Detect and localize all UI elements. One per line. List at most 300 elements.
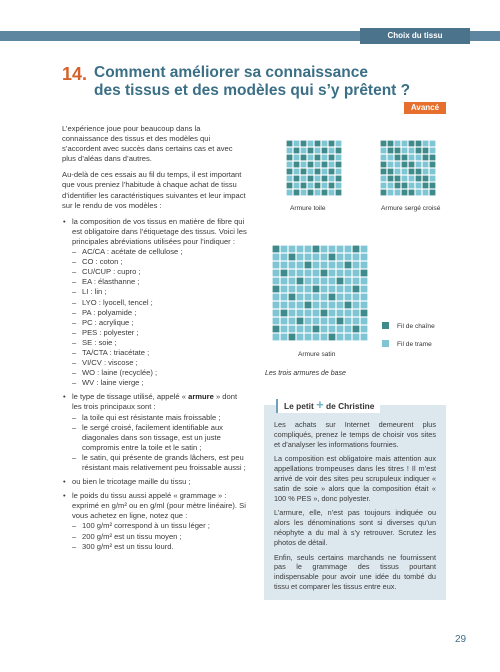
weave-cell: [322, 162, 328, 168]
weave-cell: [287, 141, 293, 147]
weave-cell: [287, 190, 293, 196]
weave-cell: [321, 318, 328, 325]
weave-cell: [321, 310, 328, 317]
body-text: [62, 124, 248, 556]
abbreviation-item: [72, 378, 248, 388]
weave-cell: [281, 334, 288, 341]
weave-cell: [294, 162, 300, 168]
weave-cell: [361, 326, 368, 333]
weight-item: [72, 521, 248, 531]
weave-cell: [281, 302, 288, 309]
weave-cell: [289, 278, 296, 285]
weave-cell: [305, 270, 312, 277]
weave-cell: [409, 183, 415, 189]
weave-satin-diagram: [272, 245, 368, 345]
weave-cell: [287, 169, 293, 175]
weave-cell: [353, 278, 360, 285]
weave-cell: [308, 141, 314, 147]
weave-cell: [381, 190, 387, 196]
weave-cell: [430, 155, 436, 161]
weave-cell: [337, 294, 344, 301]
abbreviation-item-text: WO : laine (recyclée) ;: [82, 368, 158, 378]
weave-cell: [289, 326, 296, 333]
dash-marker: –: [72, 257, 77, 267]
weave-item: [72, 453, 248, 473]
weave-cell: [416, 169, 422, 175]
weave-cell: [345, 286, 352, 293]
weave-cell: [321, 278, 328, 285]
weave-cell: [305, 334, 312, 341]
weave-cell: [353, 270, 360, 277]
weave-cell: [361, 270, 368, 277]
bullet-weave: [62, 392, 248, 473]
weave-cell: [409, 176, 415, 182]
weave-cell: [281, 318, 288, 325]
weave-cell: [430, 162, 436, 168]
caption-satin: Armure satin: [298, 351, 336, 358]
weave-cell: [305, 318, 312, 325]
weave-cell: [305, 254, 312, 261]
weave-item: [72, 413, 248, 423]
weave-cell: [315, 190, 321, 196]
tip-box: [264, 397, 446, 600]
weave-item: [72, 423, 248, 453]
weave-toile-diagram: [286, 140, 342, 200]
abbreviation-item: [72, 267, 248, 277]
weave-cell: [315, 183, 321, 189]
weave-cell: [402, 162, 408, 168]
weave-cell: [289, 302, 296, 309]
weave-cell: [409, 155, 415, 161]
weave-cell: [361, 286, 368, 293]
weave-cell: [301, 141, 307, 147]
weave-cell: [273, 310, 280, 317]
weave-cell: [273, 334, 280, 341]
weave-cell: [353, 286, 360, 293]
abbreviation-item-text: VI/CV : viscose ;: [82, 358, 138, 368]
weave-cell: [381, 176, 387, 182]
abbreviation-item-text: PES : polyester ;: [82, 327, 139, 337]
plus-icon: +: [316, 397, 324, 412]
weave-cell: [336, 169, 342, 175]
weave-cell: [423, 190, 429, 196]
weave-cell: [395, 183, 401, 189]
intro-paragraph: L’expérience joue pour beaucoup dans la connaissance des tissus et des modèles qui s’accordent avec succès dans certains cas et avec plus d’aléas dans d’autres.: [62, 124, 233, 164]
weave-cell: [395, 155, 401, 161]
weave-cell: [345, 318, 352, 325]
weave-cell: [294, 141, 300, 147]
legend-swatch-trame: [382, 340, 389, 347]
weave-cell: [402, 176, 408, 182]
abbreviation-item: [72, 277, 248, 287]
weave-cell: [361, 302, 368, 309]
weave-cell: [381, 141, 387, 147]
weave-cell: [301, 169, 307, 175]
weave-cell: [305, 246, 312, 253]
weave-cell: [353, 326, 360, 333]
weave-cell: [297, 310, 304, 317]
weave-cell: [402, 155, 408, 161]
weave-cell: [281, 246, 288, 253]
weave-cell: [308, 190, 314, 196]
weave-cell: [409, 190, 415, 196]
weave-cell: [329, 278, 336, 285]
weave-cell: [336, 148, 342, 154]
weave-cell: [361, 318, 368, 325]
weave-cell: [345, 254, 352, 261]
tip-title-post: de Christine: [326, 401, 375, 411]
weave-cell: [322, 183, 328, 189]
dash-marker: –: [72, 277, 77, 287]
dash-marker: –: [72, 337, 77, 347]
weave-serge-diagram: [380, 140, 436, 200]
weave-cell: [273, 254, 280, 261]
question-title: [94, 64, 444, 100]
weave-cell: [301, 155, 307, 161]
weight-item: [72, 542, 248, 552]
abbreviation-item: [72, 318, 248, 328]
weave-cell: [395, 141, 401, 147]
bullet-dot: •: [63, 477, 66, 487]
weave-cell: [381, 155, 387, 161]
abbreviation-item-text: TA/CTA : triacétate ;: [82, 347, 150, 357]
weight-item-text: 100 g/m² correspond à un tissu léger ;: [82, 521, 210, 531]
weave-cell: [313, 286, 320, 293]
weave-cell: [301, 190, 307, 196]
weave-cell: [423, 183, 429, 189]
weave-cell: [294, 183, 300, 189]
weave-cell: [416, 176, 422, 182]
weave-cell: [388, 190, 394, 196]
weave-cell: [337, 254, 344, 261]
weave-cell: [289, 310, 296, 317]
weave-cell: [297, 254, 304, 261]
weave-cell: [321, 326, 328, 333]
weave-cell: [329, 141, 335, 147]
weave-item-text: le sergé croisé, facilement identifiable aux diagonales dans son tissage, est un juste compromis entre la toile et le satin ;: [82, 422, 223, 452]
weave-cell: [315, 162, 321, 168]
weave-cell: [329, 162, 335, 168]
tip-paragraph-4: Enfin, seuls certains marchands ne fournissent pas le grammage des tissus pourtant indispensable pour avoir une idée du tombé du tissu et comparer les tissus entre eux.: [274, 552, 436, 591]
weave-cell: [361, 278, 368, 285]
weave-cell: [329, 326, 336, 333]
weave-cell: [402, 148, 408, 154]
bullet-text: le poids du tissu aussi appelé « grammage » : exprimé en g/m² ou en g/ml (pour mètre linéaire). Si vous achetez en ligne, notez que :: [72, 491, 246, 521]
weave-cell: [273, 286, 280, 293]
weave-cell: [388, 162, 394, 168]
weave-cell: [361, 294, 368, 301]
weave-cell: [395, 169, 401, 175]
abbreviation-item: [72, 287, 248, 297]
weave-cell: [423, 162, 429, 168]
legend-label: Fil de trame: [397, 341, 432, 348]
weave-cell: [321, 246, 328, 253]
weave-cell: [361, 246, 368, 253]
weave-cell: [308, 169, 314, 175]
abbreviation-item: [72, 328, 248, 338]
weave-cell: [329, 318, 336, 325]
weave-cell: [353, 334, 360, 341]
weave-cell: [289, 334, 296, 341]
question-number: 14.: [62, 64, 88, 84]
weave-cell: [430, 169, 436, 175]
weave-cell: [329, 286, 336, 293]
weave-cell: [301, 176, 307, 182]
weave-cell: [430, 190, 436, 196]
abbreviation-item: [72, 338, 248, 348]
weave-cell: [416, 141, 422, 147]
weave-cell: [308, 148, 314, 154]
weave-cell: [322, 141, 328, 147]
weave-cell: [336, 162, 342, 168]
weave-cell: [301, 162, 307, 168]
weave-cell: [294, 148, 300, 154]
weave-cell: [337, 278, 344, 285]
dash-marker: –: [72, 521, 77, 531]
weight-item-text: 300 g/m² est un tissu lourd.: [82, 541, 174, 551]
weave-cell: [402, 169, 408, 175]
weave-cell: [416, 155, 422, 161]
weave-cell: [388, 183, 394, 189]
caption-serge: Armure sergé croisé: [381, 205, 441, 212]
weave-cell: [313, 262, 320, 269]
weave-cell: [294, 169, 300, 175]
weave-cell: [294, 155, 300, 161]
weave-cell: [313, 334, 320, 341]
dash-marker: –: [72, 307, 77, 317]
weave-cell: [345, 278, 352, 285]
weave-cell: [329, 190, 335, 196]
weave-cell: [381, 183, 387, 189]
weave-cell: [402, 183, 408, 189]
weave-cell: [289, 286, 296, 293]
weave-cell: [361, 310, 368, 317]
weave-cell: [353, 254, 360, 261]
weave-cell: [329, 246, 336, 253]
weave-cell: [322, 176, 328, 182]
weave-cell: [287, 155, 293, 161]
bullet-composition: [62, 217, 248, 389]
weave-cell: [361, 334, 368, 341]
weave-cell: [315, 169, 321, 175]
weave-cell: [313, 302, 320, 309]
weave-cell: [321, 302, 328, 309]
weave-cell: [409, 169, 415, 175]
weave-cell: [337, 310, 344, 317]
weave-cell: [305, 286, 312, 293]
weave-cell: [337, 246, 344, 253]
weave-cell: [313, 278, 320, 285]
weave-cell: [337, 326, 344, 333]
weave-cell: [423, 176, 429, 182]
weave-cell: [337, 334, 344, 341]
weave-cell: [273, 246, 280, 253]
weave-cell: [273, 270, 280, 277]
abbreviation-item: [72, 368, 248, 378]
dash-marker: –: [72, 422, 77, 432]
weave-list: [72, 413, 248, 474]
weave-cell: [388, 148, 394, 154]
weave-cell: [361, 254, 368, 261]
bullet-knit: [62, 477, 248, 487]
tip-paragraph-1: Les achats sur Internet demeurent plus compliqués, prenez le temps de choisir vos sites et d’analyser les informations fournies.: [274, 420, 436, 449]
tip-paragraph-2: La composition est obligatoire mais attention aux appellations trompeuses dans les titres ! Il m’est arrivé de voir des sites peu scrupuleux indiquer « satin de soie » alors que la composition était « 100 % PES », donc polyester.: [274, 454, 436, 503]
weave-cell: [329, 183, 335, 189]
weave-cell: [388, 141, 394, 147]
weave-cell: [395, 176, 401, 182]
abbreviation-item-text: PC : acrylique ;: [82, 317, 134, 327]
weave-cell: [336, 141, 342, 147]
weave-cell: [301, 183, 307, 189]
weave-cell: [287, 183, 293, 189]
dash-marker: –: [72, 317, 77, 327]
bullet-text: ou bien le tricotage maille du tissu ;: [72, 477, 191, 487]
weave-cell: [353, 262, 360, 269]
weave-cell: [313, 270, 320, 277]
weave-cell: [329, 155, 335, 161]
weave-cell: [337, 286, 344, 293]
weave-cell: [289, 294, 296, 301]
weave-cell: [308, 176, 314, 182]
weave-item-text: la toile qui est résistante mais froissable ;: [82, 412, 221, 422]
weave-cell: [313, 294, 320, 301]
abbreviation-item: [72, 247, 248, 257]
bullet-dot: •: [63, 491, 66, 501]
weave-cell: [395, 162, 401, 168]
abbreviation-list: [72, 247, 248, 388]
weave-cell: [423, 148, 429, 154]
weave-cell: [281, 270, 288, 277]
figure-title: Les trois armures de base: [265, 370, 346, 377]
abbreviation-item-text: WV : laine vierge ;: [82, 378, 144, 388]
weave-cell: [287, 176, 293, 182]
abbreviation-item-text: SE : soie ;: [82, 337, 117, 347]
title-line-2: des tissus et des modèles qui s’y prêtent ?: [94, 82, 411, 99]
abbreviation-item-text: LI : lin ;: [82, 287, 107, 297]
weave-cell: [313, 318, 320, 325]
tip-box-body: [274, 420, 436, 597]
tip-box-title: [276, 399, 380, 413]
abbreviation-item: [72, 257, 248, 267]
weave-cell: [305, 294, 312, 301]
weave-cell: [336, 183, 342, 189]
dash-marker: –: [72, 378, 77, 388]
weave-cell: [301, 148, 307, 154]
weave-cell: [430, 176, 436, 182]
weave-cell: [289, 270, 296, 277]
weave-cell: [281, 310, 288, 317]
bullet-text-pre: le type de tissage utilisé, appelé «: [72, 392, 189, 402]
weave-cell: [353, 246, 360, 253]
weave-cell: [305, 262, 312, 269]
weave-cell: [388, 176, 394, 182]
weave-cell: [297, 270, 304, 277]
page-number: 29: [455, 634, 467, 645]
weave-cell: [381, 162, 387, 168]
weave-cell: [329, 270, 336, 277]
weave-cell: [273, 302, 280, 309]
legend-swatch-chaine: [382, 322, 389, 329]
weave-cell: [381, 169, 387, 175]
abbreviation-item: [72, 348, 248, 358]
keyword-armure: armure: [188, 392, 214, 402]
weave-cell: [273, 278, 280, 285]
weave-cell: [297, 302, 304, 309]
weave-cell: [281, 294, 288, 301]
weave-cell: [308, 162, 314, 168]
weave-cell: [289, 254, 296, 261]
weave-cell: [345, 270, 352, 277]
weave-cell: [289, 318, 296, 325]
weave-cell: [337, 262, 344, 269]
abbreviation-item-text: CO : coton ;: [82, 257, 123, 267]
weave-cell: [297, 278, 304, 285]
dash-marker: –: [72, 541, 77, 551]
weave-cell: [322, 155, 328, 161]
weave-cell: [423, 155, 429, 161]
weave-cell: [409, 141, 415, 147]
legend-label: Fil de chaîne: [397, 323, 435, 330]
weave-cell: [281, 262, 288, 269]
weave-cell: [430, 141, 436, 147]
legend-trame: [382, 340, 432, 348]
weave-cell: [345, 326, 352, 333]
weave-cell: [305, 302, 312, 309]
weave-cell: [416, 162, 422, 168]
weave-cell: [345, 246, 352, 253]
weight-item: [72, 532, 248, 542]
weave-cell: [294, 190, 300, 196]
weave-cell: [305, 310, 312, 317]
weave-cell: [345, 310, 352, 317]
weave-cell: [321, 286, 328, 293]
weave-cell: [353, 310, 360, 317]
weave-cell: [381, 148, 387, 154]
weave-cell: [321, 254, 328, 261]
weave-cell: [305, 326, 312, 333]
abbreviation-item-text: LYO : lyocell, tencel ;: [82, 297, 153, 307]
weave-cell: [273, 294, 280, 301]
abbreviation-item-text: CU/CUP : cupro ;: [82, 267, 141, 277]
weave-cell: [297, 318, 304, 325]
weave-cell: [361, 262, 368, 269]
level-badge: Avancé: [404, 102, 446, 114]
section-tab: Choix du tissu: [360, 28, 470, 44]
caption-toile: Armure toile: [290, 205, 326, 212]
weave-cell: [321, 294, 328, 301]
weave-cell: [321, 334, 328, 341]
weave-cell: [409, 162, 415, 168]
weave-cell: [388, 155, 394, 161]
weave-cell: [281, 286, 288, 293]
weave-cell: [289, 246, 296, 253]
weave-item-text: le satin, qui présente de grands lâchers, est peu résistant mais relativement peu froissable aussi ;: [82, 452, 246, 472]
weave-cell: [281, 278, 288, 285]
weave-cell: [297, 246, 304, 253]
weave-cell: [322, 148, 328, 154]
weave-cell: [416, 183, 422, 189]
dash-marker: –: [72, 247, 77, 257]
weave-cell: [313, 310, 320, 317]
weave-cell: [305, 278, 312, 285]
weave-cell: [336, 176, 342, 182]
weave-cell: [329, 302, 336, 309]
dash-marker: –: [72, 327, 77, 337]
weave-cell: [337, 318, 344, 325]
weave-cell: [273, 262, 280, 269]
dash-marker: –: [72, 297, 77, 307]
weave-cell: [321, 270, 328, 277]
